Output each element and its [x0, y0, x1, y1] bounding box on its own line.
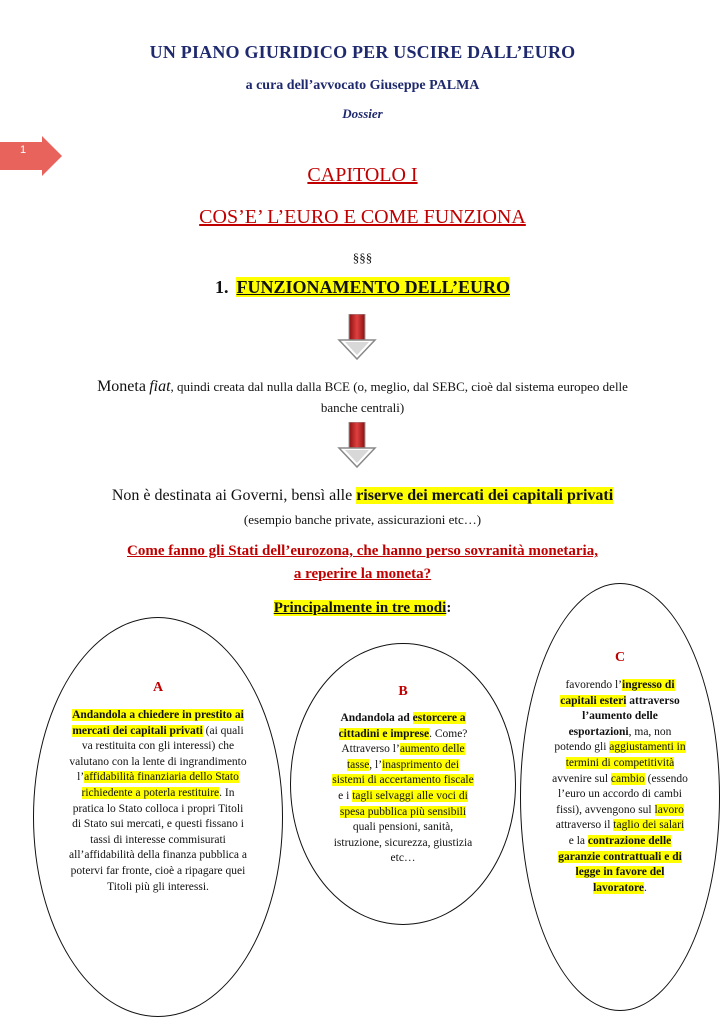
mode-b-span: quali pensioni, sanità, istruzione, sicurezza, giustizia etc…: [333, 821, 473, 865]
mode-c-highlight: ingresso di capitali esteri: [560, 679, 675, 707]
mode-b-span: e i: [338, 789, 353, 802]
mode-b-highlight: aumento delle tasse: [346, 743, 465, 771]
mode-a-bold: Andandola a chiedere in prestito ai mercati dei capitali privati: [72, 709, 244, 737]
mode-c-highlight: contrazione delle garanzie contrattuali e di legge in favore del lavoratore: [558, 834, 682, 894]
modes-heading-colon: :: [446, 600, 452, 616]
mode-c-span: e la: [568, 834, 588, 847]
mode-a-span: (ai quali va restituita con gli interessi) che valutano con la lente di ingrandimento l’: [69, 724, 247, 784]
mode-b-highlight: tagli selvaggi alle voci di spesa pubblica più sensibili: [339, 789, 468, 818]
mode-a-span: . In pratica lo Stato colloca i propri Titoli di Stato sui mercati, e questi fissano i tassi di interesse commisurati all’affidabilità della finanza pubblica a potervi far fronte, cioè a ripagare quei Titoli più gli interessi.: [69, 786, 247, 893]
section-title: FUNZIONAMENTO DELL’EURO: [236, 277, 511, 297]
riserve-text: riserve dei mercati dei capitali privati: [356, 487, 614, 504]
question-line-2: a reperire la moneta?: [293, 566, 432, 582]
mode-b-highlight: inasprimento dei sistemi di accertamento fiscale: [332, 758, 474, 787]
section-number: 1.: [214, 277, 229, 297]
mode-b-span: , l’: [369, 758, 383, 771]
mode-c-highlight: aggiustamenti in termini di competitività: [565, 741, 686, 769]
mode-b-highlight: estorcere a cittadini e imprese: [338, 712, 466, 740]
section-symbol: §§§: [352, 250, 373, 265]
mode-b-text: [330, 711, 476, 867]
mode-b-letter: B: [398, 684, 408, 699]
mode-c-highlight: lavoro: [654, 803, 684, 816]
example-note: (esempio banche private, assicurazioni etc…): [243, 512, 482, 527]
document-title: UN PIANO GIURIDICO PER USCIRE DALL’EURO: [149, 42, 576, 62]
mode-b-span: . Come? Attraverso l’: [341, 727, 468, 756]
mode-c-highlight: taglio dei salari: [613, 819, 685, 832]
author-line: a cura dell’avvocato Giuseppe PALMA: [245, 78, 480, 93]
modes-heading-text: Principalmente in tre modi: [273, 600, 447, 616]
question-line-1: Come fanno gli Stati dell’eurozona, che hanno perso sovranità monetaria,: [127, 543, 598, 559]
destination-statement: [0, 487, 725, 505]
page-number: 1: [20, 144, 27, 156]
mode-a-highlight: affidabilità finanziaria dello Stato richiedente a poterla restituire: [81, 771, 239, 799]
mode-c-span: .: [644, 881, 647, 894]
mode-c-span: attraverso il: [555, 819, 614, 832]
down-arrow-icon: [337, 422, 377, 468]
mode-c-span: , ma, non potendo gli: [554, 725, 672, 754]
mode-c-letter: C: [614, 650, 626, 665]
dossier-label: Dossier: [342, 106, 383, 121]
mode-c-highlight: cambio: [610, 772, 645, 785]
mode-c-span: favorendo l’: [565, 679, 622, 691]
mode-b-bold: Andandola ad: [340, 712, 413, 724]
mode-c-text: [552, 678, 688, 896]
key-question: [0, 540, 725, 586]
chapter-label: CAPITOLO I: [307, 164, 418, 186]
mode-a-text: [68, 708, 248, 895]
chapter-subtitle: COS’E’ L’EURO E COME FUNZIONA: [199, 206, 526, 228]
mode-c-bold: attraverso l’aumento delle esportazioni: [568, 694, 680, 738]
moneta-rest: , quindi creata dal nulla dalla BCE (o, meglio, dal SEBC, cioè dal sistema europeo delle banche centrali): [170, 379, 628, 415]
mode-a-letter: A: [152, 680, 164, 695]
section-heading: [0, 277, 725, 298]
mode-c-span: (essendo l’euro un accordo di cambi fissi), avvengono sul: [556, 772, 688, 816]
down-arrow-icon: [337, 314, 377, 360]
non-destinata-text: Non è destinata ai Governi, bensì alle: [111, 487, 357, 504]
moneta-description: [90, 376, 635, 418]
moneta-word: Moneta: [97, 378, 146, 395]
mode-c-span: avvenire sul: [552, 772, 611, 785]
fiat-word: fiat: [149, 378, 171, 395]
